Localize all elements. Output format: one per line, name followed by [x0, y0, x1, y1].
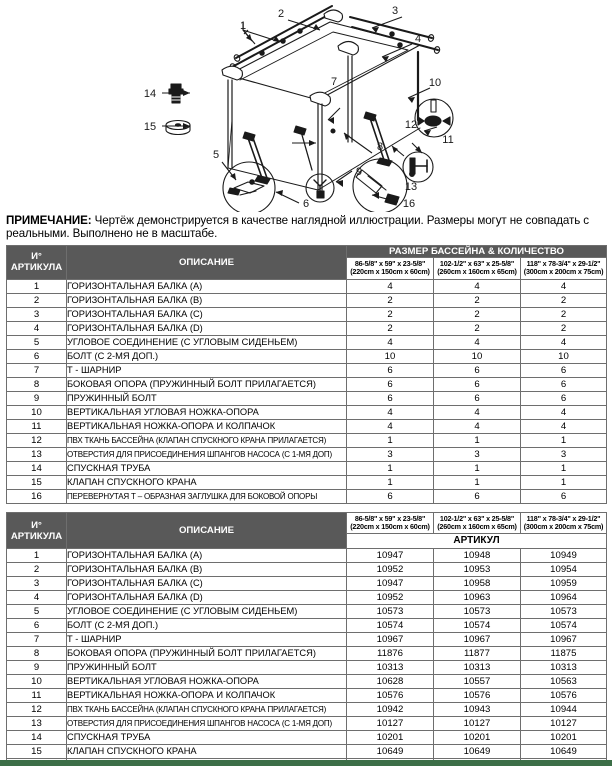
row-item-number: 4 [7, 591, 67, 605]
row-description: ГОРИЗОНТАЛЬНАЯ БАЛКА (А) [67, 549, 347, 563]
table-row [7, 689, 607, 703]
table-row [7, 619, 607, 633]
row-quantity-3: 2 [521, 293, 607, 307]
row-quantity-3: 6 [521, 489, 607, 503]
row-quantity-1: 2 [347, 293, 434, 307]
row-quantity-1: 3 [347, 447, 434, 461]
note-block [0, 212, 612, 245]
callout-7: 7 [330, 76, 338, 88]
row-description: УГЛОВОЕ СОЕДИНЕНИЕ (С УГЛОВЫМ СИДЕНЬЕМ) [67, 605, 347, 619]
header2-size-2 [434, 512, 521, 534]
row-partnumber-3: 10964 [521, 591, 607, 605]
header2-description: ОПИСАНИЕ [67, 512, 347, 549]
header-size-2 [434, 257, 521, 279]
row-quantity-2: 2 [434, 307, 521, 321]
row-item-number: 6 [7, 349, 67, 363]
row-quantity-1: 4 [347, 419, 434, 433]
row-description: ОТВЕРСТИЯ ДЛЯ ПРИСОЕДИНЕНИЯ ШПАНГОВ НАСОСА (С 1-МЯ ДОП) [67, 447, 347, 461]
artikul-band: АРТИКУЛ [347, 534, 607, 549]
header2-item-no-line2: АРТИКУЛА [10, 530, 63, 542]
row-description: БОЛТ (С 2-МЯ ДОП.) [67, 349, 347, 363]
row-partnumber-2: 11877 [434, 647, 521, 661]
row-partnumber-1: 10628 [347, 675, 434, 689]
row-description: ГОРИЗОНТАЛЬНАЯ БАЛКА (А) [67, 279, 347, 293]
row-quantity-2: 4 [434, 335, 521, 349]
row-quantity-3: 4 [521, 419, 607, 433]
row-partnumber-3: 10954 [521, 563, 607, 577]
row-quantity-3: 1 [521, 433, 607, 447]
header2-size-1-imperial: 86-5/8" x 59" x 23-5/8" [354, 513, 426, 523]
row-quantity-2: 2 [434, 321, 521, 335]
row-quantity-3: 1 [521, 475, 607, 489]
row-quantity-1: 2 [347, 307, 434, 321]
table-row [7, 703, 607, 717]
row-description: БОЛТ (С 2-МЯ ДОП.) [67, 619, 347, 633]
header-size-2-metric: (260cm x 160cm x 65cm) [437, 267, 517, 277]
row-item-number: 7 [7, 363, 67, 377]
table-row [7, 717, 607, 731]
header-size-2-imperial: 102-1/2" x 63" x 25-5/8" [439, 258, 515, 268]
row-item-number: 10 [7, 675, 67, 689]
row-quantity-3: 4 [521, 405, 607, 419]
row-quantity-2: 6 [434, 377, 521, 391]
row-quantity-2: 4 [434, 405, 521, 419]
row-item-number: 13 [7, 717, 67, 731]
callout-15: 15 [143, 121, 157, 133]
header2-item-no-line1: И° [31, 519, 42, 531]
row-description: ПВХ ТКАНЬ БАССЕЙНА (КЛАПАН СПУСКНОГО КРАНА ПРИЛАГАЕТСЯ) [67, 433, 347, 447]
row-quantity-1: 1 [347, 433, 434, 447]
row-partnumber-2: 10963 [434, 591, 521, 605]
row-quantity-3: 6 [521, 363, 607, 377]
row-quantity-2: 3 [434, 447, 521, 461]
row-description: ВЕРТИКАЛЬНАЯ НОЖКА-ОПОРА И КОЛПАЧОК [67, 419, 347, 433]
row-description: ВЕРТИКАЛЬНАЯ УГЛОВАЯ НОЖКА-ОПОРА [67, 675, 347, 689]
row-item-number: 15 [7, 475, 67, 489]
row-description: БОКОВАЯ ОПОРА (ПРУЖИННЫЙ БОЛТ ПРИЛАГАЕТСЯ) [67, 647, 347, 661]
row-quantity-1: 4 [347, 405, 434, 419]
table-row [7, 577, 607, 591]
row-item-number: 14 [7, 731, 67, 745]
row-partnumber-3: 10967 [521, 633, 607, 647]
table-row [7, 661, 607, 675]
row-partnumber-1: 10576 [347, 689, 434, 703]
header-size-3-metric: (300cm x 200cm x 75cm) [523, 267, 604, 277]
header-size-1-imperial: 86-5/8" x 59" x 23-5/8" [354, 258, 426, 268]
table-row [7, 363, 607, 377]
header2-size-2-imperial: 102-1/2" x 63" x 25-5/8" [439, 513, 515, 523]
table-row [7, 549, 607, 563]
row-partnumber-1: 10127 [347, 717, 434, 731]
note-text: Чертёж демонстрируется в качестве наглядной иллюстрации. Размеры могут не совпадать с реальными. Выполнено не в масштабе. [6, 214, 589, 241]
row-quantity-3: 1 [521, 461, 607, 475]
row-quantity-1: 4 [347, 279, 434, 293]
row-quantity-2: 1 [434, 461, 521, 475]
row-item-number: 12 [7, 703, 67, 717]
row-partnumber-2: 10953 [434, 563, 521, 577]
table-row [7, 745, 607, 759]
callout-6: 6 [302, 198, 310, 210]
row-partnumber-2: 10943 [434, 703, 521, 717]
table-row [7, 419, 607, 433]
row-description: КЛАПАН СПУСКНОГО КРАНА [67, 475, 347, 489]
row-item-number: 15 [7, 745, 67, 759]
table-row [7, 433, 607, 447]
row-description: СПУСКНАЯ ТРУБА [67, 461, 347, 475]
row-quantity-3: 2 [521, 307, 607, 321]
table-row [7, 461, 607, 475]
header-item-no-line1: И° [31, 251, 42, 263]
table-row [7, 293, 607, 307]
quantity-table-wrapper [0, 245, 612, 504]
row-quantity-3: 3 [521, 447, 607, 461]
header2-size-1 [347, 512, 434, 534]
diagram-svg [0, 0, 612, 212]
row-item-number: 16 [7, 489, 67, 503]
row-description: Т - ШАРНИР [67, 363, 347, 377]
row-quantity-2: 6 [434, 391, 521, 405]
row-description: ПРУЖИННЫЙ БОЛТ [67, 391, 347, 405]
row-item-number: 9 [7, 661, 67, 675]
row-quantity-1: 6 [347, 391, 434, 405]
row-quantity-1: 6 [347, 363, 434, 377]
row-partnumber-1: 10313 [347, 661, 434, 675]
row-item-number: 5 [7, 605, 67, 619]
row-partnumber-2: 10958 [434, 577, 521, 591]
row-item-number: 7 [7, 633, 67, 647]
row-description: КЛАПАН СПУСКНОГО КРАНА [67, 745, 347, 759]
row-description: ПЕРЕВЕРНУТАЯ Т – ОБРАЗНАЯ ЗАГЛУШКА ДЛЯ БОКОВОЙ ОПОРЫ [67, 489, 347, 503]
row-quantity-3: 4 [521, 279, 607, 293]
callout-3: 3 [391, 5, 399, 17]
partnumber-table-body [7, 549, 607, 766]
row-description: ГОРИЗОНТАЛЬНАЯ БАЛКА (D) [67, 591, 347, 605]
row-quantity-2: 1 [434, 475, 521, 489]
header-size-1 [347, 257, 434, 279]
row-partnumber-1: 10952 [347, 563, 434, 577]
row-description: ОТВЕРСТИЯ ДЛЯ ПРИСОЕДИНЕНИЯ ШПАНГОВ НАСОСА (С 1-МЯ ДОП) [67, 717, 347, 731]
row-quantity-1: 1 [347, 461, 434, 475]
header-size-3 [521, 257, 607, 279]
row-quantity-2: 2 [434, 293, 521, 307]
table-row [7, 675, 607, 689]
callout-11: 11 [442, 134, 454, 146]
row-item-number: 14 [7, 461, 67, 475]
table-row [7, 647, 607, 661]
row-partnumber-2: 10127 [434, 717, 521, 731]
table-row [7, 633, 607, 647]
row-partnumber-1: 11876 [347, 647, 434, 661]
row-partnumber-2: 10948 [434, 549, 521, 563]
pool-frame-exploded-diagram [0, 0, 612, 212]
row-quantity-1: 4 [347, 335, 434, 349]
header-item-no-line2: АРТИКУЛА [10, 262, 63, 274]
table-row [7, 321, 607, 335]
row-partnumber-2: 10313 [434, 661, 521, 675]
row-quantity-2: 10 [434, 349, 521, 363]
row-partnumber-1: 10574 [347, 619, 434, 633]
quantity-table-body [7, 279, 607, 503]
quantity-table [6, 245, 607, 504]
row-item-number: 6 [7, 619, 67, 633]
table-row [7, 307, 607, 321]
row-partnumber-1: 10952 [347, 591, 434, 605]
row-partnumber-1: 10573 [347, 605, 434, 619]
callout-1: 1 [239, 20, 247, 32]
row-item-number: 5 [7, 335, 67, 349]
row-item-number: 8 [7, 377, 67, 391]
callout-4: 4 [414, 33, 422, 45]
header-size-1-metric: (220cm x 150cm x 60cm) [350, 267, 430, 277]
row-item-number: 11 [7, 689, 67, 703]
table-row [7, 475, 607, 489]
row-description: ГОРИЗОНТАЛЬНАЯ БАЛКА (C) [67, 307, 347, 321]
table-row [7, 405, 607, 419]
row-item-number: 12 [7, 433, 67, 447]
header2-size-1-metric: (220cm x 150cm x 60cm) [350, 522, 430, 532]
row-quantity-3: 10 [521, 349, 607, 363]
note-label: ПРИМЕЧАНИЕ: [6, 214, 92, 227]
row-quantity-1: 6 [347, 489, 434, 503]
row-item-number: 3 [7, 307, 67, 321]
row-partnumber-1: 10947 [347, 577, 434, 591]
row-partnumber-1: 10942 [347, 703, 434, 717]
callout-16: 16 [402, 198, 416, 210]
header-item-no [7, 245, 67, 279]
partnumber-table-wrapper [0, 512, 612, 766]
row-partnumber-2: 10557 [434, 675, 521, 689]
table-row [7, 563, 607, 577]
row-partnumber-3: 10649 [521, 745, 607, 759]
row-partnumber-3: 10563 [521, 675, 607, 689]
row-description: ВЕРТИКАЛЬНАЯ НОЖКА-ОПОРА И КОЛПАЧОК [67, 689, 347, 703]
row-quantity-1: 2 [347, 321, 434, 335]
row-description: Т - ШАРНИР [67, 633, 347, 647]
header-size-3-imperial: 118" x 78-3/4" x 29-1/2" [526, 258, 601, 268]
partnumber-table [6, 512, 607, 766]
row-partnumber-1: 10649 [347, 745, 434, 759]
header2-size-2-metric: (260cm x 160cm x 65cm) [437, 522, 517, 532]
row-description: УГЛОВОЕ СОЕДИНЕНИЕ (С УГЛОВЫМ СИДЕНЬЕМ) [67, 335, 347, 349]
table-row [7, 377, 607, 391]
header2-item-no [7, 512, 67, 549]
row-partnumber-3: 10944 [521, 703, 607, 717]
header2-size-3-metric: (300cm x 200cm x 75cm) [523, 522, 604, 532]
row-partnumber-2: 10967 [434, 633, 521, 647]
row-partnumber-3: 10127 [521, 717, 607, 731]
row-quantity-3: 4 [521, 335, 607, 349]
row-partnumber-1: 10201 [347, 731, 434, 745]
row-description: ГОРИЗОНТАЛЬНАЯ БАЛКА (C) [67, 577, 347, 591]
row-item-number: 1 [7, 549, 67, 563]
row-partnumber-2: 10574 [434, 619, 521, 633]
row-quantity-1: 6 [347, 377, 434, 391]
footer-bar [0, 760, 612, 766]
table-row [7, 391, 607, 405]
row-description: СПУСКНАЯ ТРУБА [67, 731, 347, 745]
table-row [7, 349, 607, 363]
row-quantity-1: 10 [347, 349, 434, 363]
row-item-number: 13 [7, 447, 67, 461]
table-row [7, 731, 607, 745]
row-quantity-2: 6 [434, 489, 521, 503]
callout-5: 5 [212, 149, 220, 161]
row-description: ГОРИЗОНТАЛЬНАЯ БАЛКА (D) [67, 321, 347, 335]
row-quantity-1: 1 [347, 475, 434, 489]
table-row [7, 447, 607, 461]
row-item-number: 4 [7, 321, 67, 335]
row-description: ПРУЖИННЫЙ БОЛТ [67, 661, 347, 675]
row-item-number: 11 [7, 419, 67, 433]
row-partnumber-3: 10201 [521, 731, 607, 745]
row-item-number: 10 [7, 405, 67, 419]
row-partnumber-3: 10576 [521, 689, 607, 703]
quantity-table-head [7, 245, 607, 279]
row-description: БОКОВАЯ ОПОРА (ПРУЖИННЫЙ БОЛТ ПРИЛАГАЕТСЯ) [67, 377, 347, 391]
row-quantity-2: 1 [434, 433, 521, 447]
row-description: ГОРИЗОНТАЛЬНАЯ БАЛКА (B) [67, 563, 347, 577]
header-description: ОПИСАНИЕ [67, 245, 347, 279]
row-item-number: 3 [7, 577, 67, 591]
row-quantity-3: 6 [521, 391, 607, 405]
partnumber-table-head [7, 512, 607, 549]
row-partnumber-3: 10313 [521, 661, 607, 675]
row-item-number: 2 [7, 563, 67, 577]
row-description: ПВХ ТКАНЬ БАССЕЙНА (КЛАПАН СПУСКНОГО КРАНА ПРИЛАГАЕТСЯ) [67, 703, 347, 717]
callout-9: 9 [355, 166, 363, 178]
row-partnumber-3: 10573 [521, 605, 607, 619]
row-item-number: 9 [7, 391, 67, 405]
callout-13: 13 [404, 181, 418, 193]
table-row [7, 335, 607, 349]
callout-10: 10 [428, 77, 442, 89]
callout-12: 12 [404, 119, 418, 131]
header2-size-3 [521, 512, 607, 534]
header2-size-3-imperial: 118" x 78-3/4" x 29-1/2" [526, 513, 601, 523]
row-partnumber-3: 11875 [521, 647, 607, 661]
callout-2: 2 [277, 8, 285, 20]
row-partnumber-2: 10576 [434, 689, 521, 703]
table-row [7, 591, 607, 605]
row-quantity-3: 2 [521, 321, 607, 335]
row-partnumber-3: 10959 [521, 577, 607, 591]
row-partnumber-1: 10947 [347, 549, 434, 563]
table-row [7, 279, 607, 293]
row-quantity-3: 6 [521, 377, 607, 391]
row-partnumber-3: 10949 [521, 549, 607, 563]
table-row [7, 489, 607, 503]
row-description: ГОРИЗОНТАЛЬНАЯ БАЛКА (B) [67, 293, 347, 307]
row-partnumber-3: 10574 [521, 619, 607, 633]
row-description: ВЕРТИКАЛЬНАЯ УГЛОВАЯ НОЖКА-ОПОРА [67, 405, 347, 419]
row-quantity-2: 4 [434, 419, 521, 433]
header-size-group: РАЗМЕР БАССЕЙНА & КОЛИЧЕСТВО [347, 245, 607, 257]
row-partnumber-1: 10967 [347, 633, 434, 647]
row-item-number: 1 [7, 279, 67, 293]
row-partnumber-2: 10201 [434, 731, 521, 745]
row-quantity-2: 4 [434, 279, 521, 293]
row-quantity-2: 6 [434, 363, 521, 377]
row-item-number: 8 [7, 647, 67, 661]
row-partnumber-2: 10573 [434, 605, 521, 619]
table-row [7, 605, 607, 619]
callout-8: 8 [376, 141, 384, 153]
callout-14: 14 [143, 88, 157, 100]
row-item-number: 2 [7, 293, 67, 307]
row-partnumber-2: 10649 [434, 745, 521, 759]
